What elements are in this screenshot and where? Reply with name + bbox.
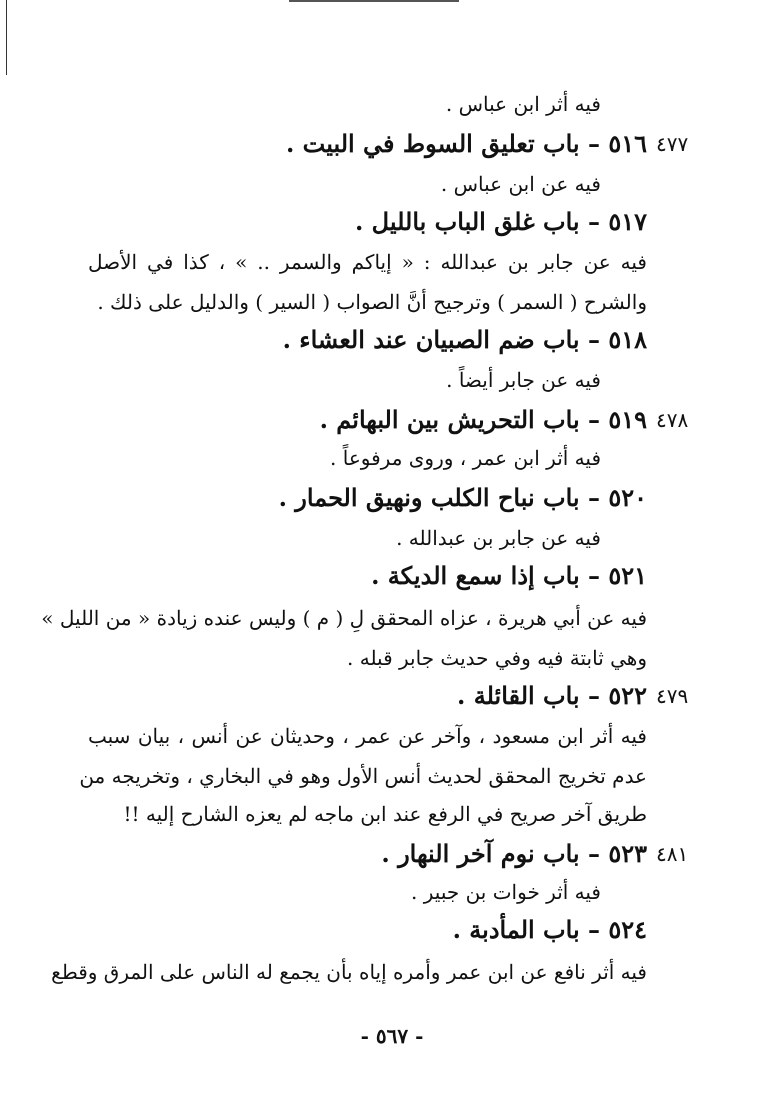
chapter-heading	[0, 400, 784, 440]
line-text: طريق آخر صريح في الرفع عند ابن ماجه لم يعزه الشارح إليه !!	[123, 802, 647, 826]
page-reference: ٤٧٧	[656, 132, 689, 156]
line-text: والشرح ( السمر ) وترجيح أنَّ الصواب ( السير ) والدليل على ذلك .	[97, 290, 647, 314]
line-text: فيه أثر ابن مسعود ، وآخر عن عمر ، وحديثان عن أنس ، بيان سبب	[88, 724, 647, 748]
heading-text: ٥١٩ – باب التحريش بين البهائم .	[319, 405, 647, 434]
chapter-heading	[0, 202, 784, 242]
line-text: وهي ثابتة فيه وفي حديث جابر قبله .	[347, 646, 647, 670]
chapter-heading	[0, 834, 784, 874]
page-reference: ٤٧٩	[656, 684, 689, 708]
heading-text: ٥١٧ – باب غلق الباب بالليل .	[354, 207, 647, 236]
heading-text: ٥٢٠ – باب نباح الكلب ونهيق الحمار .	[278, 483, 647, 512]
paragraph-line	[0, 794, 784, 834]
page-reference: ٤٧٨	[656, 408, 689, 432]
heading-text: ٥٢٣ – باب نوم آخر النهار .	[381, 839, 647, 868]
line-text: فيه عن جابر أيضاً .	[446, 368, 601, 392]
heading-text: ٥١٨ – باب ضم الصبيان عند العشاء .	[282, 325, 647, 354]
heading-text: ٥١٦ – باب تعليق السوط في البيت .	[285, 129, 647, 158]
chapter-heading	[0, 910, 784, 950]
paragraph-line	[0, 282, 784, 322]
line-text: فيه أثر ابن عمر ، وروى مرفوعاً .	[330, 446, 601, 470]
summary-line	[0, 438, 784, 478]
chapter-heading	[0, 556, 784, 596]
chapter-heading	[0, 478, 784, 518]
paragraph-line	[0, 756, 784, 796]
summary-line	[0, 164, 784, 204]
heading-text: ٥٢٢ – باب القائلة .	[457, 681, 647, 710]
line-text: فيه أثر خوات بن جبير .	[411, 880, 601, 904]
paragraph-line	[0, 638, 784, 678]
line-text: فيه عن جابر بن عبدالله .	[396, 526, 601, 550]
summary-line	[0, 84, 784, 124]
paragraph-line	[0, 242, 784, 282]
chapter-heading	[0, 676, 784, 716]
paragraph-line	[0, 716, 784, 756]
line-text: فيه عن ابن عباس .	[440, 172, 601, 196]
summary-line	[0, 360, 784, 400]
line-text: فيه أثر نافع عن ابن عمر وأمره إياه بأن يجمع له الناس على المرق وقطع	[51, 960, 647, 984]
summary-line	[0, 518, 784, 558]
top-rule	[289, 0, 459, 2]
line-text: عدم تخريج المحقق لحديث أنس الأول وهو في البخاري ، وتخريجه من	[79, 764, 647, 788]
scan-edge-line	[6, 0, 7, 75]
paragraph-line	[0, 952, 784, 992]
chapter-heading	[0, 320, 784, 360]
line-text: فيه عن جابر بن عبدالله : « إياكم والسمر .. » ، كذا في الأصل	[88, 250, 647, 274]
line-text: فيه أثر ابن عباس .	[445, 92, 601, 116]
heading-text: ٥٢٤ – باب المأدبة .	[452, 915, 647, 944]
paragraph-line	[0, 598, 784, 638]
chapter-heading	[0, 124, 784, 164]
summary-line	[0, 872, 784, 912]
line-text: فيه عن أبي هريرة ، عزاه المحقق لِ ( م ) وليس عنده زيادة « من الليل »	[41, 606, 647, 630]
heading-text: ٥٢١ – باب إذا سمع الديكة .	[371, 561, 647, 590]
page-reference: ٤٨١	[656, 842, 689, 866]
page-number: - ٥٦٧ -	[360, 1024, 424, 1048]
